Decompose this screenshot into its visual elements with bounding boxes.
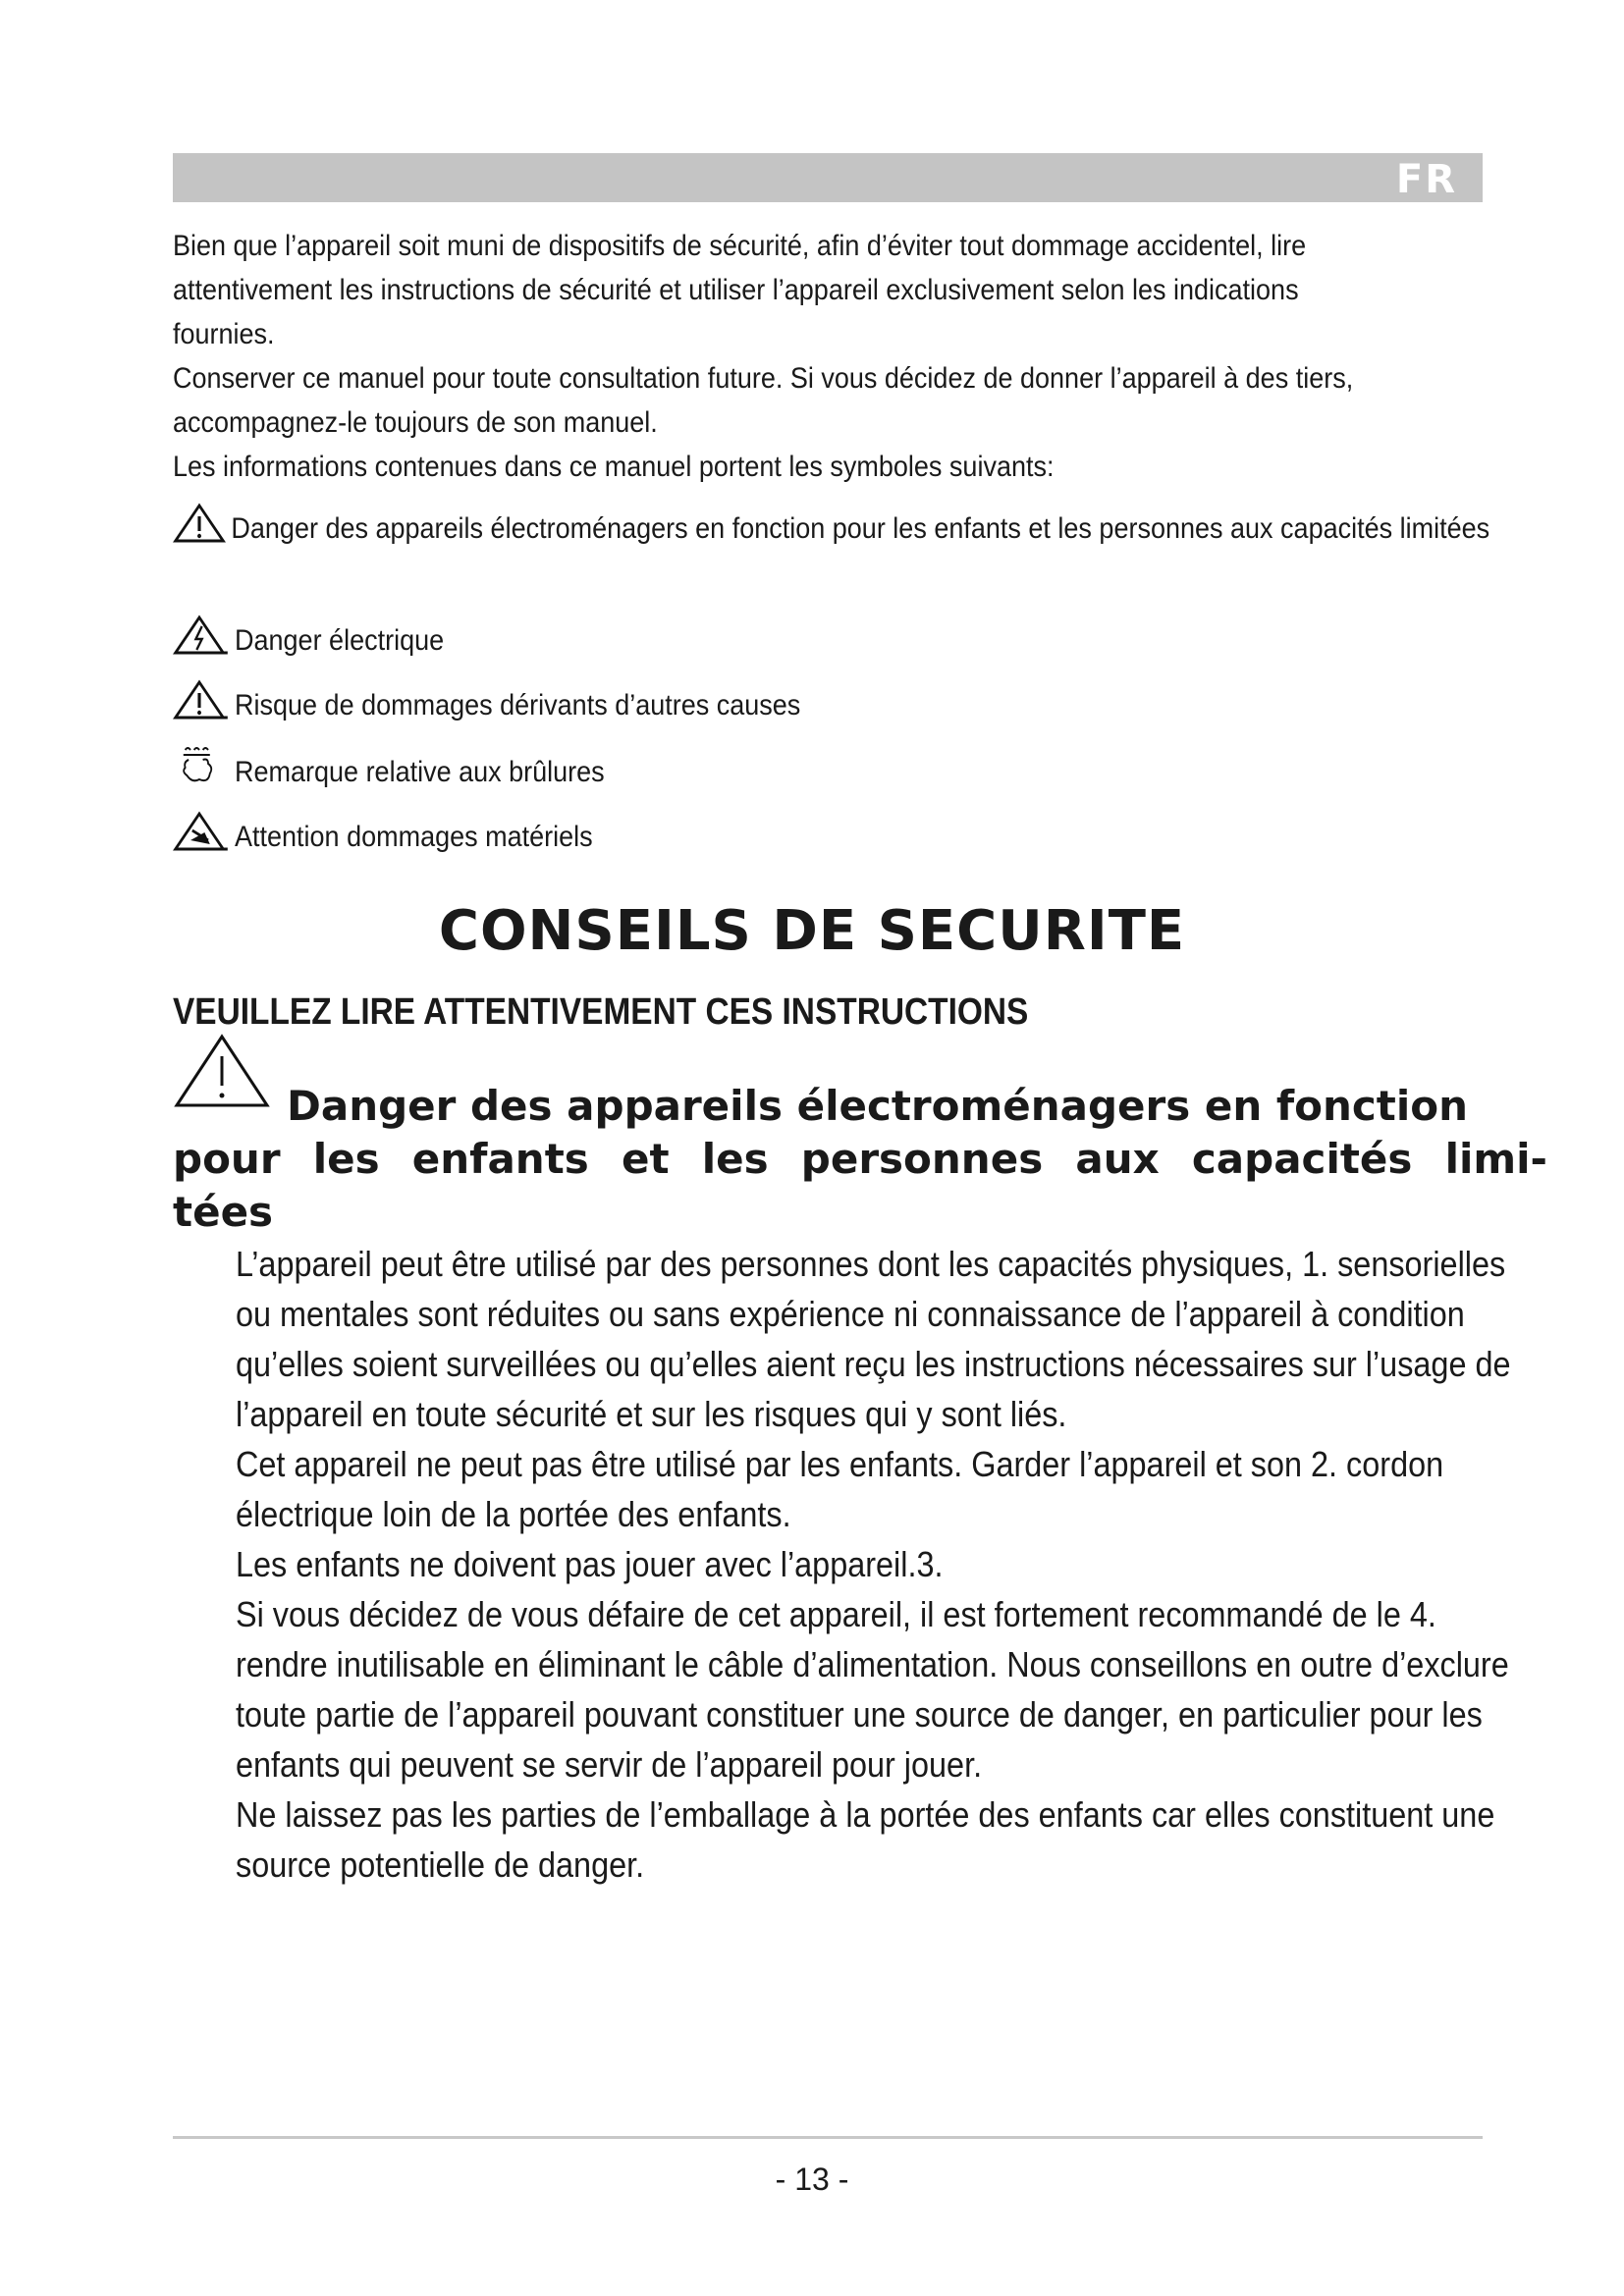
symbol-row-burns xyxy=(173,746,1392,800)
symbol-row-electric xyxy=(173,614,1392,668)
language-code: FR xyxy=(1395,157,1457,202)
intro-paragraph-1: Bien que l’appareil soit muni de dispositifs de sécurité, afin d’éviter tout dommage accidentel, lire attentivement les instructions de sécurité et utiliser l’appareil exclusivement selon les indications fournies. xyxy=(173,230,1307,350)
symbol-label: Attention dommages matériels xyxy=(235,821,593,853)
danger-heading-line-2: pour les enfants et les personnes aux capacités limi- xyxy=(173,1135,1547,1183)
danger-heading xyxy=(173,1080,1547,1239)
safety-instructions-list xyxy=(236,1239,1531,1890)
symbol-row-material-damage xyxy=(173,811,1392,865)
page-number: - 13 - xyxy=(775,2162,849,2197)
danger-heading-line-3: tées xyxy=(173,1188,274,1236)
symbol-label: Danger électrique xyxy=(235,624,445,657)
burn-hazard-icon xyxy=(173,746,230,800)
symbol-label: Danger des appareils électroménagers en fonction pour les enfants et les personnes aux capacités limitées xyxy=(231,512,1490,545)
list-item: Les enfants ne doivent pas jouer avec l’appareil.3. xyxy=(236,1544,944,1584)
footer-divider xyxy=(173,2136,1483,2139)
symbol-row-children xyxy=(173,503,1530,557)
electric-danger-icon xyxy=(173,614,230,668)
list-item: Ne laissez pas les parties de l’emballage à la portée des enfants car elles constituent une source potentielle de danger. xyxy=(236,1794,1495,1885)
language-header-bar xyxy=(173,153,1483,202)
list-item: L’appareil peut être utilisé par des personnes dont les capacités physiques, 1. sensorielles ou mentales sont réduites ou sans expérience ni connaissance de l’appareil à condition qu’elles soient surveillées ou qu’elles aient reçu les instructions nécessaires sur l’usage de l’appareil en toute sécurité et sur les risques qui y sont liés. xyxy=(236,1244,1511,1434)
symbol-row-other-risks xyxy=(173,679,1392,733)
intro-text xyxy=(173,224,1392,489)
list-item: Cet appareil ne peut pas être utilisé par les enfants. Garder l’appareil et son 2. cordon électrique loin de la portée des enfants. xyxy=(236,1444,1444,1534)
warning-triangle-icon xyxy=(173,503,226,557)
symbol-label: Risque de dommages dérivants d’autres causes xyxy=(235,689,801,721)
intro-paragraph-2: Conserver ce manuel pour toute consultation future. Si vous décidez de donner l’appareil à des tiers, accompagnez-le toujours de son manuel. xyxy=(173,362,1354,439)
warning-triangle-icon xyxy=(173,679,230,733)
intro-paragraph-3: Les informations contenues dans ce manuel portent les symboles suivants: xyxy=(173,451,1055,483)
material-damage-icon xyxy=(173,811,230,865)
symbol-label: Remarque relative aux brûlures xyxy=(235,756,605,788)
page-title: CONSEILS DE SECURITE xyxy=(438,899,1186,963)
list-item: Si vous décidez de vous défaire de cet appareil, il est fortement recommandé de le 4. rendre inutilisable en éliminant le câble d’alimentation. Nous conseillons en outre d’exclure toute partie de l’appareil pouvant constituer une source de danger, en particulier pour les enfants qui peuvent se servir de l’appareil pour jouer. xyxy=(236,1594,1509,1785)
section-subtitle: VEUILLEZ LIRE ATTENTIVEMENT CES INSTRUCTIONS xyxy=(173,991,1029,1033)
danger-heading-line-1: Danger des appareils électroménagers en fonction xyxy=(287,1082,1469,1130)
